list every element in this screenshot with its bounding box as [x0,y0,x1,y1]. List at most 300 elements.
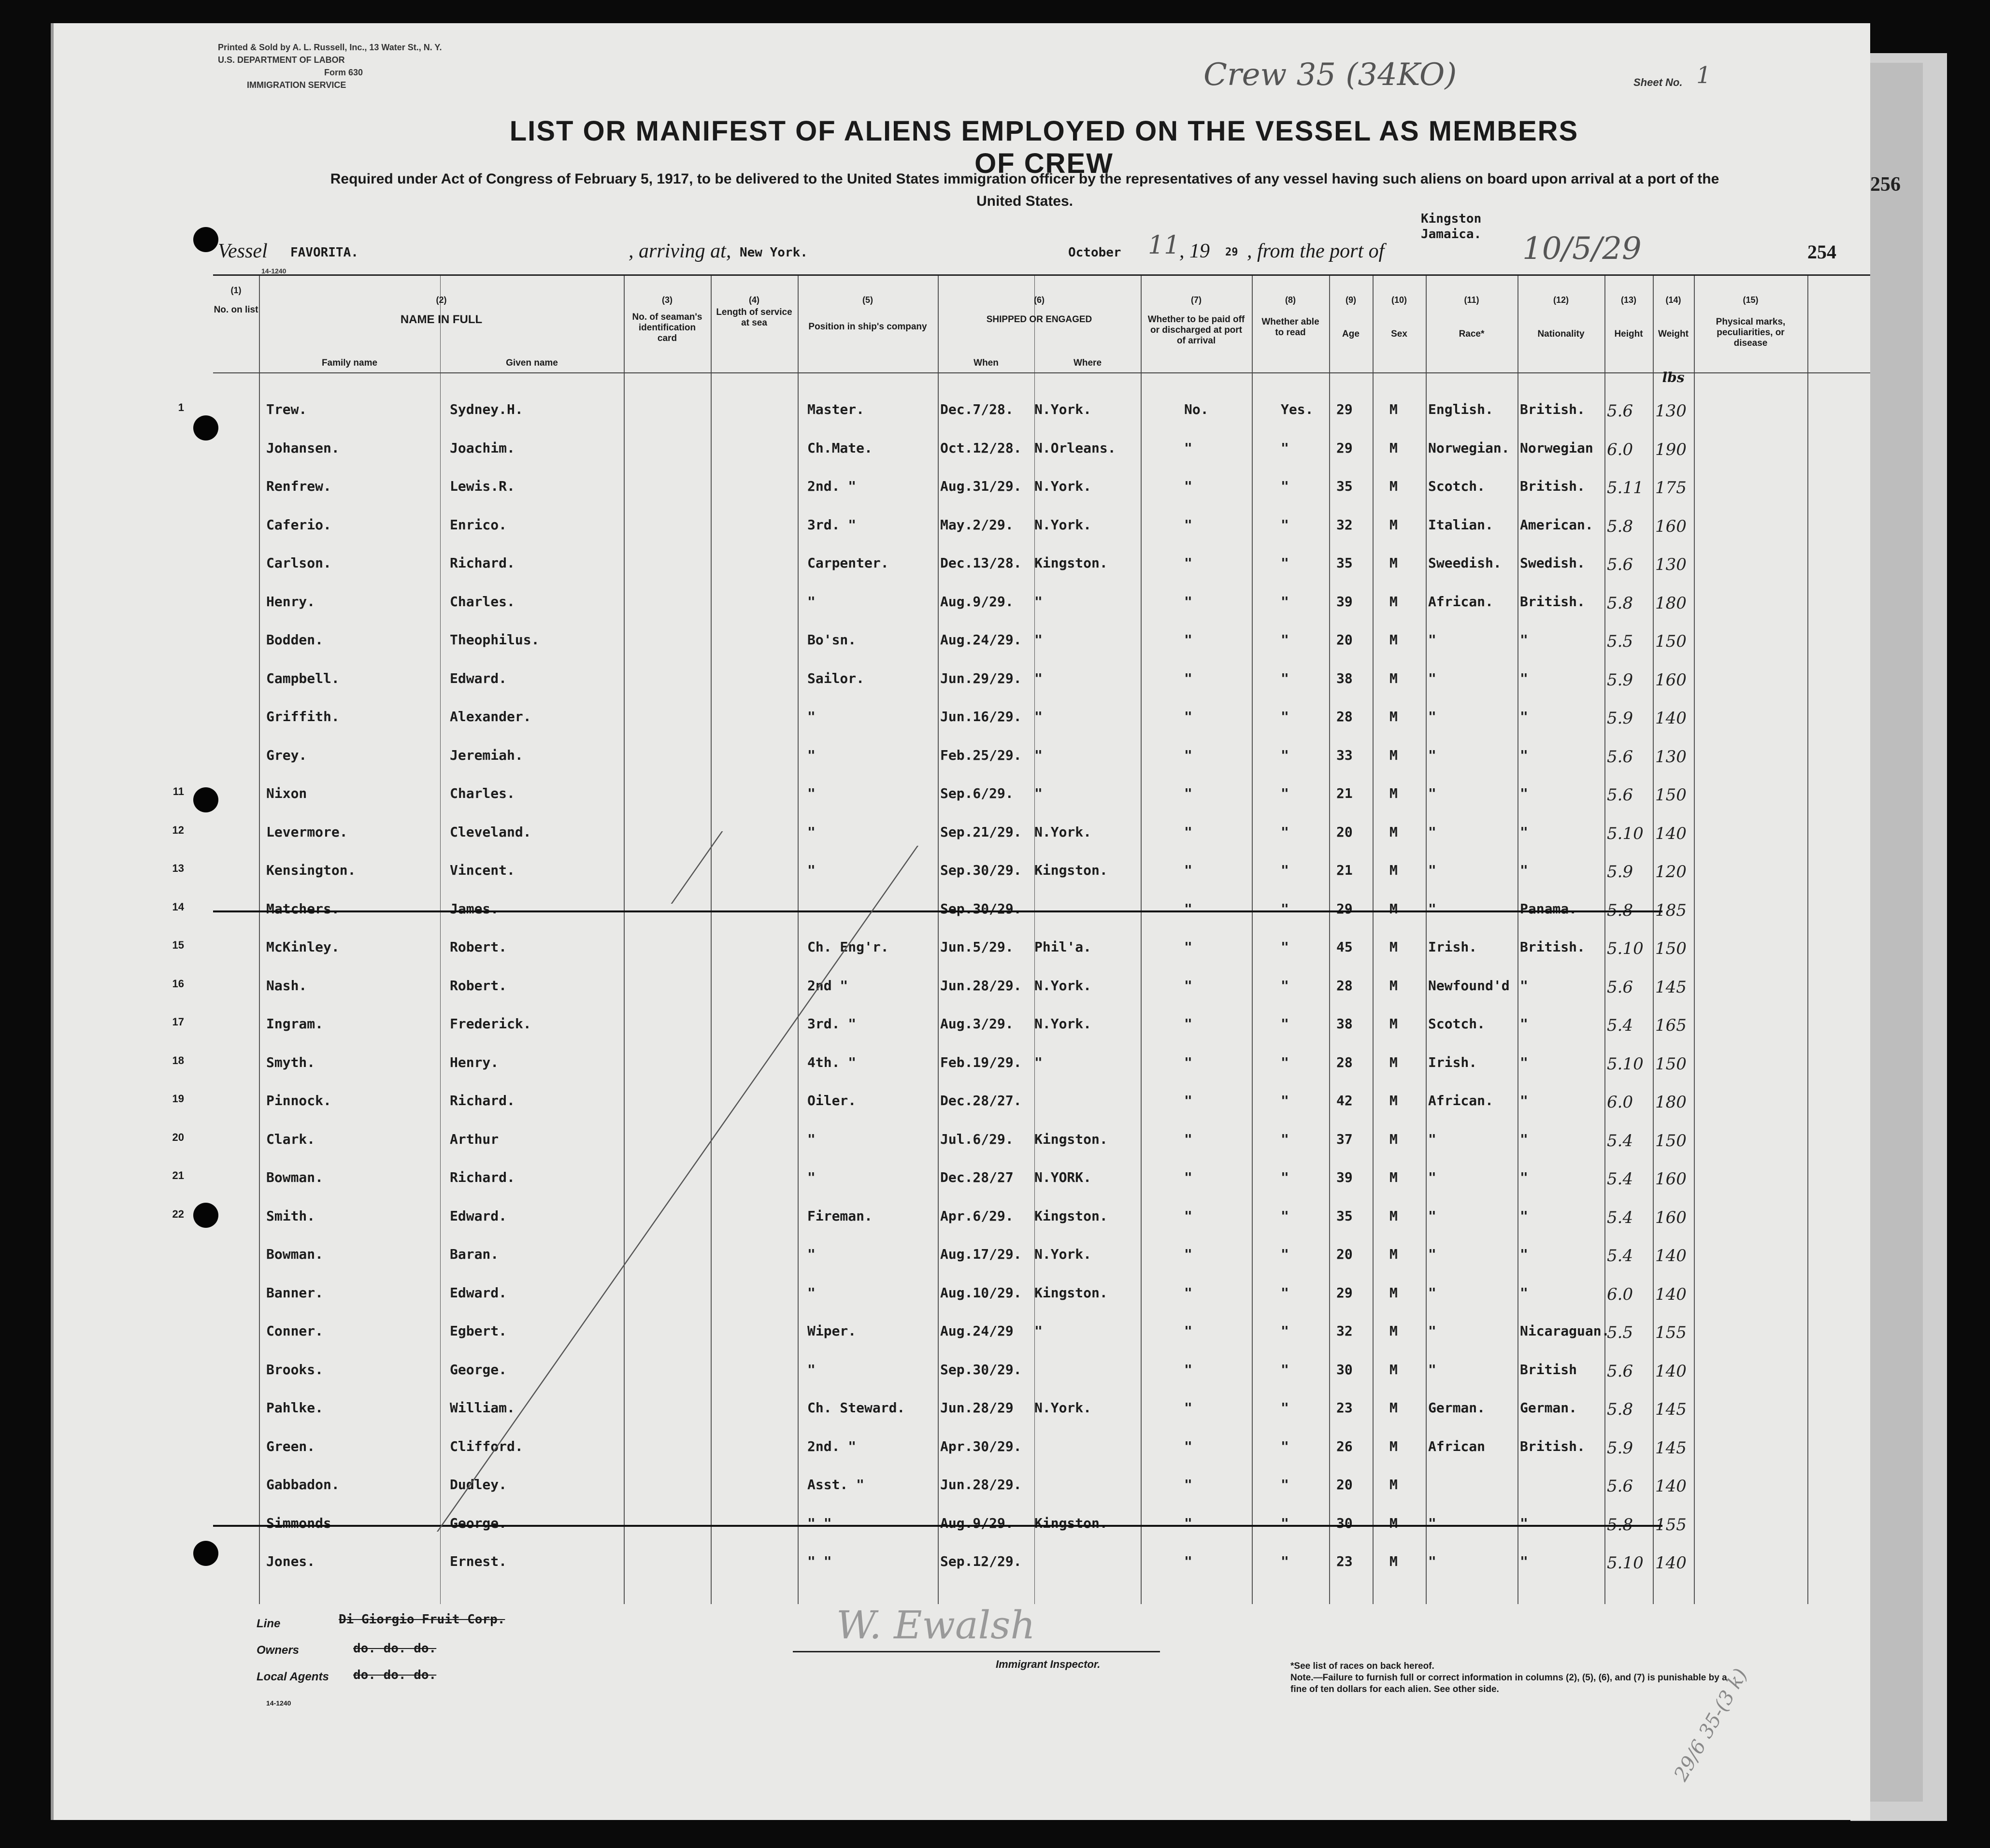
cell-position: Carpenter. [807,555,889,571]
colnum-11: (11) [1464,295,1479,305]
weight-unit: lbs [1662,370,1685,385]
cell-read: " [1281,977,1289,994]
cell-sex: M [1389,593,1398,610]
cell-when: Dec.28/27 [940,1169,1014,1185]
cell-weight: 145 [1655,977,1687,997]
cell-race: " [1428,785,1436,801]
cell-read: " [1281,862,1289,878]
cell-read: " [1281,632,1289,648]
cell-when: Jul.6/29. [940,1131,1014,1147]
cell-given: Ernest. [450,1553,507,1569]
cell-sex: M [1389,862,1398,878]
cell-family: Bowman. [266,1169,324,1185]
cell-position: 2nd. " [807,1438,857,1454]
table-row [213,440,1870,469]
col-height: Height [1614,329,1643,339]
binder-hole [193,227,218,252]
cell-nat: " [1520,670,1528,686]
col-id-card: No. of seaman's identification card [632,312,702,343]
owners-label: Owners [257,1644,300,1657]
cell-sex: M [1389,785,1398,801]
table-row [178,401,1870,430]
cell-sex: M [1389,516,1398,533]
inspector-signature: W. Ewalsh [836,1603,1035,1648]
cell-when: Dec.28/27. [940,1093,1022,1109]
cell-height: 5.4 [1607,1131,1633,1151]
col-length-service: Length of service at sea [716,307,792,328]
cell-height: 5.6 [1607,977,1633,997]
year-prefix: , 19 [1179,240,1210,262]
binder-hole [193,787,218,812]
cell-read: " [1281,1400,1289,1416]
cell-when: Jun.28/29. [940,1477,1022,1493]
crew-table [172,274,1870,1604]
cell-when: Apr.6/29. [940,1208,1014,1224]
cell-height: 5.10 [1607,939,1644,958]
cell-family: Pahlke. [266,1400,324,1416]
table-row [213,1323,1870,1352]
table-row [213,1553,1870,1582]
sheet-number: 1 [1696,62,1711,89]
cell-race: German. [1428,1400,1486,1416]
cell-position: Bo'sn. [807,632,857,648]
cell-nat: " [1520,1054,1528,1070]
cell-paid: " [1184,1553,1192,1569]
colnum-5: (5) [862,295,873,305]
cell-family: Green. [266,1438,315,1454]
cell-age: 29 [1336,401,1353,417]
vessel-line [218,212,1861,270]
cell-when: Aug.24/29 [940,1323,1014,1339]
cell-family: Gabbadon. [266,1477,340,1493]
cell-read: " [1281,1361,1289,1378]
colnum-6: (6) [1034,295,1045,305]
cell-sex: M [1389,1553,1398,1569]
colnum-9: (9) [1346,295,1356,305]
cell-position: " [807,785,816,801]
cell-height: 5.8 [1607,516,1633,536]
cell-race: " [1428,1284,1436,1301]
cell-read: " [1281,1477,1289,1493]
cell-height: 5.9 [1607,862,1633,881]
table-row [213,1400,1870,1429]
cell-nat: Nicaraguan. [1520,1323,1610,1339]
cell-position: " [807,747,816,763]
cell-read: " [1281,1016,1289,1032]
cell-paid: " [1184,977,1192,994]
cell-race: " [1428,1169,1436,1185]
cell-age: 30 [1336,1515,1353,1531]
cell-given: Richard. [450,1169,515,1185]
cell-position: Wiper. [807,1323,857,1339]
cell-family: Bowman. [266,1246,324,1262]
cell-nat: " [1520,1246,1528,1262]
cell-family: Levermore. [266,824,348,840]
cell-read: Yes. [1281,401,1314,417]
cell-family: Pinnock. [266,1093,331,1109]
cell-weight: 175 [1655,478,1687,498]
strikethrough-line [213,910,1662,912]
cell-nat: Norwegian [1520,440,1593,456]
cell-given: Arthur [450,1131,499,1147]
row-number: 14 [172,900,184,913]
table-row [172,1169,1870,1198]
cell-given: Edward. [450,1284,507,1301]
cell-nat: " [1520,1553,1528,1569]
binder-hole [193,415,218,441]
cell-nat: British. [1520,593,1585,610]
cell-when: Apr.30/29. [940,1438,1022,1454]
cell-read: " [1281,747,1289,763]
cell-sex: M [1389,1093,1398,1109]
cell-nat: " [1520,824,1528,840]
cell-read: " [1281,939,1289,955]
cell-family: Henry. [266,593,315,610]
cell-given: George. [450,1361,507,1378]
cell-sex: M [1389,555,1398,571]
cell-when: Aug.24/29. [940,632,1022,648]
cell-age: 29 [1336,440,1353,456]
inspector-caption: Immigrant Inspector. [996,1658,1101,1670]
cell-read: " [1281,1284,1289,1301]
arrival-day: 11 [1148,231,1180,260]
line-label: Line [257,1617,281,1630]
cell-age: 35 [1336,478,1353,494]
cell-position: " [807,824,816,840]
cell-given: Frederick. [450,1016,531,1032]
table-row [213,632,1870,661]
cell-given: Henry. [450,1054,499,1070]
cell-height: 5.10 [1607,1553,1644,1573]
cell-read: " [1281,1093,1289,1109]
cell-sex: M [1389,939,1398,955]
cell-nat: British [1520,1361,1577,1378]
col-position: Position in ship's company [808,322,927,332]
cell-height: 5.6 [1607,747,1633,767]
colnum-10: (10) [1391,295,1407,305]
cell-paid: " [1184,785,1192,801]
cell-position: " " [807,1515,832,1531]
from-city: Kingston [1421,212,1482,226]
col-paid-off: Whether to be paid off or discharged at port of arrival [1147,314,1245,346]
cell-height: 5.9 [1607,670,1633,690]
cell-height: 5.10 [1607,1054,1644,1074]
table-row [172,977,1870,1007]
race-note: *See list of races on back hereof. [1290,1661,1434,1671]
cell-position: Ch. Eng'r. [807,939,889,955]
cell-when: May.2/29. [940,516,1014,533]
cell-read: " [1281,1515,1289,1531]
cell-age: 35 [1336,555,1353,571]
cell-family: Conner. [266,1323,324,1339]
cell-weight: 145 [1655,1400,1687,1419]
colnum-8: (8) [1285,295,1296,305]
cell-paid: " [1184,824,1192,840]
col-race: Race* [1459,329,1485,339]
cell-family: Ingram. [266,1016,324,1032]
row-number: 16 [172,977,184,990]
cell-paid: " [1184,516,1192,533]
cell-weight: 155 [1655,1323,1687,1342]
cell-read: " [1281,670,1289,686]
cell-position: Ch. Steward. [807,1400,905,1416]
cell-paid: " [1184,747,1192,763]
cell-nat: " [1520,632,1528,648]
cell-when: Dec.7/28. [940,401,1014,417]
cell-age: 45 [1336,939,1353,955]
cell-weight: 165 [1655,1016,1687,1035]
cell-nat: British. [1520,401,1585,417]
binder-hole [193,1541,218,1566]
stamp-254: 254 [1807,241,1836,263]
cell-paid: " [1184,1246,1192,1262]
col-no-on-list: No. on list [214,305,258,315]
table-row [172,1016,1870,1045]
cell-weight: 120 [1655,862,1687,881]
cell-weight: 140 [1655,1477,1687,1496]
cell-where: N.York. [1034,478,1092,494]
cell-weight: 180 [1655,593,1687,613]
cell-read: " [1281,555,1289,571]
cell-when: Sep.12/29. [940,1553,1022,1569]
cell-when: Feb.19/29. [940,1054,1022,1070]
cell-given: Edward. [450,670,507,686]
cell-where: Kingston. [1034,1131,1108,1147]
cell-race: Norwegian. [1428,440,1510,456]
cell-family: Clark. [266,1131,315,1147]
cell-age: 39 [1336,593,1353,610]
cell-where: " [1034,670,1043,686]
cell-race: " [1428,900,1436,917]
cell-family: Renfrew. [266,478,331,494]
cell-weight: 150 [1655,785,1687,805]
owners-value: do. do. do. [353,1641,437,1656]
row-number: 13 [172,862,184,874]
cell-given: James. [450,900,499,917]
colnum-3: (3) [662,295,673,305]
colnum-13: (13) [1620,295,1636,305]
cell-given: Robert. [450,977,507,994]
cell-given: Theophilus. [450,632,540,648]
table-row [213,670,1870,699]
col-nationality: Nationality [1537,329,1585,339]
cell-age: 28 [1336,977,1353,994]
cell-read: " [1281,440,1289,456]
cell-height: 5.8 [1607,900,1633,920]
cell-family: Nixon [266,785,307,801]
table-row [213,1438,1870,1467]
cell-family: Smyth. [266,1054,315,1070]
form-code: 14-1240 [261,267,286,275]
cell-nat: " [1520,747,1528,763]
cell-paid: " [1184,862,1192,878]
cell-when: Jun.29/29. [940,670,1022,686]
cell-age: 38 [1336,1016,1353,1032]
form-number: Form 630 [324,68,363,77]
cell-read: " [1281,1553,1289,1569]
cell-paid: " [1184,1016,1192,1032]
cell-when: Sep.6/29. [940,785,1014,801]
cell-race: English. [1428,401,1493,417]
table-row [172,1131,1870,1160]
cell-nat: " [1520,709,1528,725]
cell-sex: M [1389,1016,1398,1032]
cell-given: Jeremiah. [450,747,523,763]
cell-given: Charles. [450,593,515,610]
cell-when: Jun.28/29. [940,977,1022,994]
cell-age: 26 [1336,1438,1353,1454]
cell-position: " [807,862,816,878]
manifest-sheet [51,23,1901,1820]
cell-height: 6.0 [1607,440,1633,459]
cell-weight: 130 [1655,401,1687,421]
cell-where: Phil'a. [1034,939,1092,955]
table-row [172,900,1870,930]
cell-age: 21 [1336,785,1353,801]
cell-weight: 190 [1655,440,1687,459]
cell-race: African. [1428,593,1493,610]
table-row [213,517,1870,546]
cell-sex: M [1389,1284,1398,1301]
table-row [172,862,1870,891]
cell-paid: " [1184,593,1192,610]
cell-when: Jun.16/29. [940,709,1022,725]
cell-where: " [1034,1054,1043,1070]
from-label: , from the port of [1247,240,1385,262]
cell-family: Trew. [266,401,307,417]
colnum-7: (7) [1191,295,1202,305]
cell-nat: British. [1520,478,1585,494]
cell-family: Smith. [266,1208,315,1224]
cell-position: " [807,709,816,725]
from-country: Jamaica. [1421,227,1482,242]
cell-nat: British. [1520,939,1585,955]
department-line: U.S. DEPARTMENT OF LABOR [218,55,345,65]
cell-where: " [1034,785,1043,801]
cell-age: 38 [1336,670,1353,686]
agents-value: do. do. do. [353,1668,437,1682]
cell-position: Asst. " [807,1477,865,1493]
cell-sex: M [1389,1438,1398,1454]
cell-given: Richard. [450,1093,515,1109]
cell-height: 5.6 [1607,555,1633,574]
signature-line [793,1651,1160,1652]
cell-when: Sep.30/29. [940,1361,1022,1378]
cell-weight: 140 [1655,1553,1687,1573]
vessel-label: Vessel [218,240,268,262]
cell-position: " " [807,1553,832,1569]
cell-sex: M [1389,632,1398,648]
cell-paid: " [1184,1284,1192,1301]
col-sex: Sex [1391,329,1407,339]
cell-position: Ch.Mate. [807,440,873,456]
cell-paid: " [1184,1361,1192,1378]
cell-height: 5.6 [1607,401,1633,421]
cell-age: 20 [1336,824,1353,840]
cell-age: 20 [1336,1246,1353,1262]
cell-given: Clifford. [450,1438,523,1454]
cell-height: 5.11 [1607,478,1644,498]
cell-height: 5.6 [1607,1361,1633,1381]
cell-height: 5.4 [1607,1016,1633,1035]
arrival-year: 29 [1225,246,1238,258]
cell-sex: M [1389,1131,1398,1147]
table-row [213,594,1870,623]
cell-given: Charles. [450,785,515,801]
table-row [213,1362,1870,1391]
hand-bottom-note: 29/6 35-(3 k) [1670,1664,1752,1785]
cell-age: 35 [1336,1208,1353,1224]
cell-given: Lewis.R. [450,478,515,494]
cell-position: Sailor. [807,670,865,686]
cell-age: 23 [1336,1400,1353,1416]
cell-age: 30 [1336,1361,1353,1378]
cell-race: Scotch. [1428,1016,1486,1032]
cell-given: Sydney.H. [450,401,523,417]
cell-read: " [1281,1054,1289,1070]
cell-sex: M [1389,1246,1398,1262]
cell-position: Fireman. [807,1208,873,1224]
agents-label: Local Agents [257,1670,329,1683]
cell-height: 5.4 [1607,1169,1633,1189]
cell-nat: " [1520,1093,1528,1109]
cell-given: Dudley. [450,1477,507,1493]
cell-weight: 140 [1655,1361,1687,1381]
cell-nat: German. [1520,1400,1577,1416]
cell-read: " [1281,593,1289,610]
cell-when: Aug.31/29. [940,478,1022,494]
colnum-12: (12) [1553,295,1569,305]
cell-when: Aug.9/29. [940,593,1014,610]
cell-race: " [1428,1361,1436,1378]
cell-race: Sweedish. [1428,555,1502,571]
cell-position: 3rd. " [807,516,857,533]
cell-read: " [1281,1438,1289,1454]
cell-family: Nash. [266,977,307,994]
cell-where: Kingston. [1034,555,1108,571]
row-number: 20 [172,1131,184,1143]
table-row [213,555,1870,584]
cell-sex: M [1389,440,1398,456]
cell-read: " [1281,900,1289,917]
cell-weight: 145 [1655,1438,1687,1458]
cell-paid: " [1184,478,1192,494]
cell-family: Johansen. [266,440,340,456]
cell-where: N.YORK. [1034,1169,1092,1185]
cell-read: " [1281,1323,1289,1339]
table-row [172,1093,1870,1122]
footer-form-code: 14-1240 [266,1699,291,1707]
cell-nat: " [1520,1169,1528,1185]
footer-note [1290,1661,1735,1695]
cell-read: " [1281,1208,1289,1224]
cell-weight: 130 [1655,747,1687,767]
cell-position: Oiler. [807,1093,857,1109]
cell-given: George. [450,1515,507,1531]
cell-position: " [807,1361,816,1378]
cell-where: N.York. [1034,1400,1092,1416]
cell-sex: M [1389,1515,1398,1531]
arriving-port: New York. [740,245,808,260]
cell-position: 2nd. " [807,478,857,494]
cell-sex: M [1389,478,1398,494]
cell-where: Kingston. [1034,1284,1108,1301]
cell-paid: " [1184,1515,1192,1531]
col-name-in-full: NAME IN FULL [400,313,483,326]
cell-age: 37 [1336,1131,1353,1147]
cell-height: 5.6 [1607,1477,1633,1496]
cell-age: 28 [1336,709,1353,725]
